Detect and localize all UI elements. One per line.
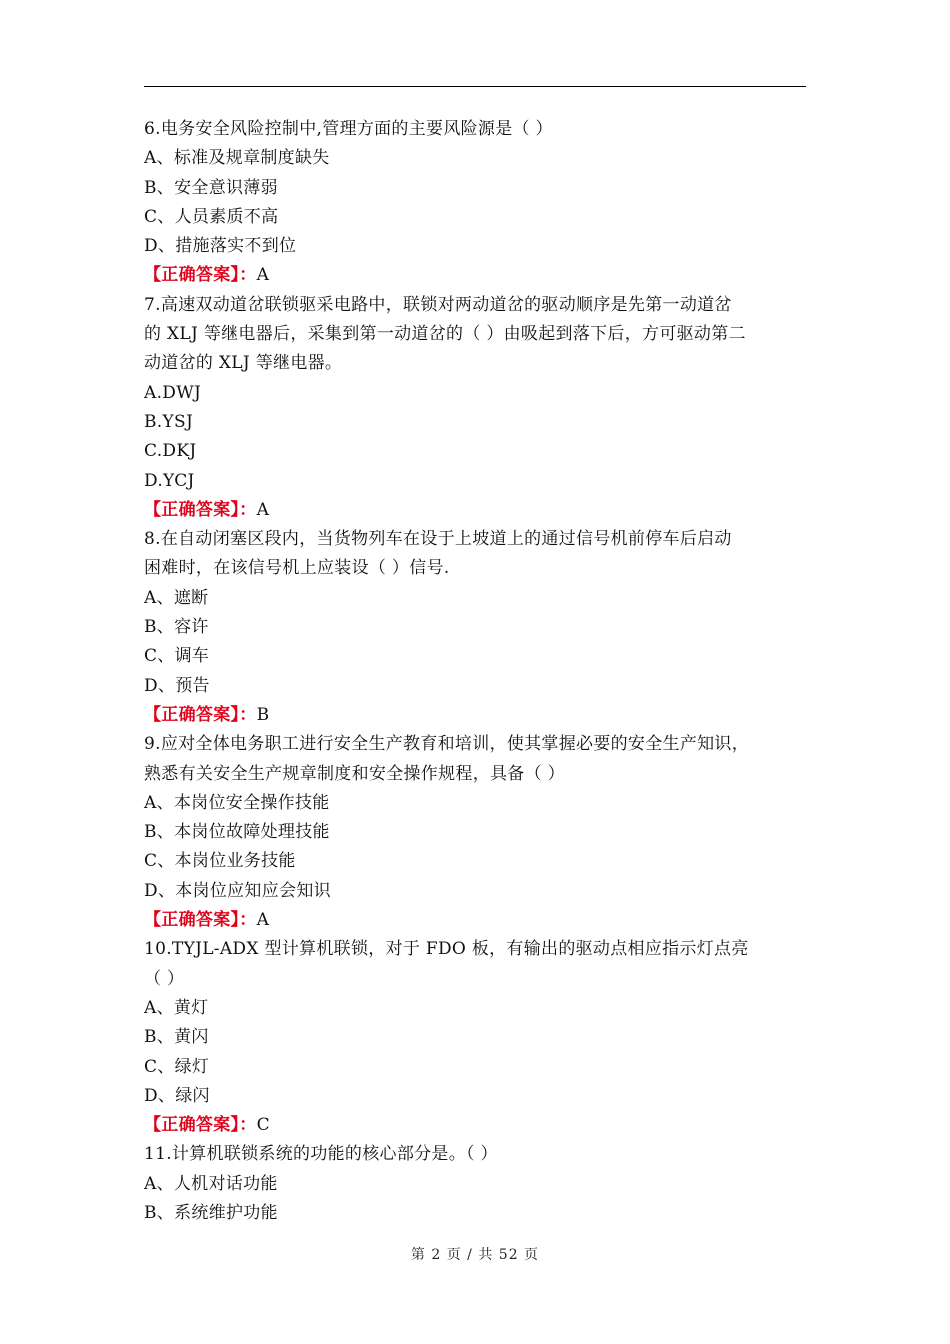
- option-c: C、绿灯: [144, 1056, 210, 1077]
- question-stem-line: 8.在自动闭塞区段内，当货物列车在设于上坡道上的通过信号机前停车后启动: [144, 529, 732, 550]
- correct-answer: [144, 701, 806, 730]
- answer-value: B: [256, 704, 270, 725]
- answer-label: 【正确答案】：: [144, 265, 257, 286]
- option-a: A、本岗位安全操作技能: [144, 792, 330, 813]
- option-c: C.DKJ: [144, 441, 197, 462]
- question-stem-line: 的 XLJ 等继电器后，采集到第一动道岔的（ ）由吸起到落下后，方可驱动第二: [144, 324, 746, 345]
- option-c: C、本岗位业务技能: [144, 851, 296, 872]
- answer-label: 【正确答案】：: [144, 910, 257, 931]
- question-11: [144, 1140, 806, 1228]
- option-d: D、本岗位应知应会知识: [144, 880, 331, 901]
- answer-value: C: [256, 1115, 270, 1136]
- question-stem-line: 10.TYJL-ADX 型计算机联锁，对于 FDO 板，有输出的驱动点相应指示灯点亮: [144, 939, 749, 960]
- question-stem-line: （ ）: [144, 968, 185, 989]
- question-9: [144, 730, 806, 935]
- option-d: D.YCJ: [144, 470, 195, 491]
- option-b: B、容许: [144, 617, 209, 638]
- question-list: [144, 115, 806, 1228]
- option-d: D、绿闪: [144, 1085, 210, 1106]
- header-rule: [144, 86, 806, 87]
- question-stem: 6.电务安全风险控制中,管理方面的主要风险源是（ ）: [144, 119, 553, 139]
- option-a: A、标准及规章制度缺失: [144, 148, 330, 169]
- option-d: D、预告: [144, 675, 210, 696]
- answer-label: 【正确答案】：: [144, 499, 257, 520]
- option-b: B、安全意识薄弱: [144, 177, 278, 198]
- correct-answer: [144, 261, 806, 290]
- option-b: B.YSJ: [144, 411, 194, 432]
- question-8: [144, 525, 806, 730]
- answer-value: A: [256, 910, 270, 931]
- page-footer: 第 2 页 / 共 52 页: [410, 1247, 540, 1263]
- answer-label: 【正确答案】：: [144, 1115, 257, 1136]
- question-stem-line: 11.计算机联锁系统的功能的核心部分是。（ ）: [144, 1144, 498, 1165]
- option-b: B、本岗位故障处理技能: [144, 822, 330, 843]
- correct-answer: [144, 906, 806, 935]
- option-c: C、调车: [144, 646, 210, 667]
- correct-answer: [144, 1111, 806, 1140]
- question-6: [144, 115, 806, 291]
- question-7: [144, 291, 806, 525]
- question-stem-line: 熟悉有关安全生产规章制度和安全操作规程，具备（ ）: [144, 763, 565, 784]
- option-a: A、人机对话功能: [144, 1173, 278, 1194]
- option-a: A、黄灯: [144, 997, 209, 1018]
- answer-value: A: [256, 265, 270, 286]
- answer-label: 【正确答案】：: [144, 704, 257, 725]
- option-b: B、系统维护功能: [144, 1202, 278, 1223]
- option-b: B、黄闪: [144, 1027, 209, 1048]
- option-a: A、遮断: [144, 587, 209, 608]
- question-stem-line: 动道岔的 XLJ 等继电器。: [144, 353, 343, 374]
- correct-answer: [144, 496, 806, 525]
- answer-value: A: [256, 499, 270, 520]
- question-stem-line: 9.应对全体电务职工进行安全生产教育和培训，使其掌握必要的安全生产知识，: [144, 734, 750, 755]
- question-stem-line: 困难时，在该信号机上应装设（ ）信号.: [144, 558, 450, 579]
- question-10: [144, 935, 806, 1140]
- question-stem-line: 7.高速双动道岔联锁驱采电路中，联锁对两动道岔的驱动顺序是先第一动道岔: [144, 294, 732, 315]
- option-a: A.DWJ: [144, 382, 202, 403]
- option-d: D、措施落实不到位: [144, 236, 297, 257]
- option-c: C、人员素质不高: [144, 206, 279, 227]
